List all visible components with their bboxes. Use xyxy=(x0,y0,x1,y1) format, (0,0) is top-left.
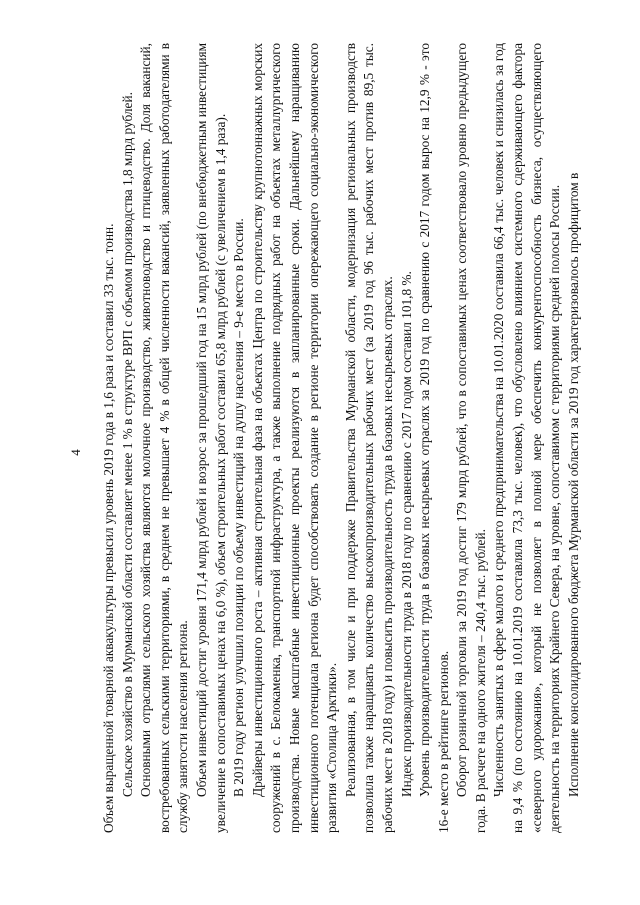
paragraph: В 2019 году регион улучшил позиции по объему инвестиций на душу населения – 9-е место в России. xyxy=(231,218,247,797)
paragraph: Оборот розничной торговли за 2019 год достиг 179 млрд рублей, что в сопоставимых ценах соответствовало уровню предыдущего года. В расчете на одного жителя – 240,4 тыс. рублей. xyxy=(454,43,488,833)
paragraph: Сельское хозяйство в Мурманской области составляет менее 1 % в структуре ВРП с объемом производства 1,8 млрд рублей. xyxy=(119,92,135,797)
paragraph: Уровень производительности труда в базовых несырьевых отраслях за 2019 год по сравнению с 2017 годом вырос на 12,9 % - это 16-е место в рейтинге регионов. xyxy=(417,43,451,833)
paragraph: Драйверы инвестиционного роста – активная строительная фаза на объектах Центра по строительству крупнотоннажных морских сооружений в с. Белокаменка, транспортной инфраструктура, а также выполнение подрядных работ на объектах металлургического производства. Новые масштабные инвестиционные проекты реализуются в запланированные сроки. Дальнейшему наращиванию инвестиционного потенциала региона будет способствовать создание в регионе территории опережающего социально-экономического развития «Столица Арктики». xyxy=(249,43,340,833)
paragraph: Реализованная, в том числе и при поддержке Правительства Мурманской области, модернизация региональных производств позволила также наращивать количество высокопроизводительных рабочих мест (за 2019 год 96 тыс. рабочих мест против 89,5 тыс. рабочих мест в 2018 году) и повысить производительность труда в базовых несырьевых отраслях. xyxy=(342,43,395,833)
paragraph: Объем выращенной товарной аквакультуры превысил уровень 2019 года в 1,6 раза и составил 33 тыс. тонн. xyxy=(101,223,116,833)
document-body xyxy=(100,43,583,833)
paragraph: Объем инвестиций достиг уровня 171,4 млрд рублей и возрос за прошедший год на 15 млрд рублей (по внебюджетным инвестициям увеличение в сопоставимых ценах на 6,0 %), объем строительных работ составил 65,8 млрд рублей (с увеличением в 1,4 раза). xyxy=(193,43,228,833)
paragraph: Исполнение консолидированного бюджета Мурманской области за 2019 год характеризовалось профицитом в xyxy=(565,172,581,797)
paragraph: Основными отраслями сельского хозяйства являются молочное производство, животноводство и птицеводство. Доля вакансий, востребованных сельскими территориями, в среднем не превышает 4 % в общей численности вакансий, заявленных работодателями в службу занятости населения региона. xyxy=(138,43,191,833)
page-number: 4 xyxy=(68,449,83,456)
paragraph: Индекс производительности труда в 2018 году по сравнению с 2017 годом составил 101,8 %. xyxy=(398,271,414,797)
paragraph: Численность занятых в сфере малого и среднего предпринимательства на 10.01.2020 составила 66,4 тыс. человек и снизилась за год на 9,4 % (по состоянию на 10.01.2019 составляла 73,3 тыс. человек), что обусловлено влиянием системного сдерживающего фактора «северного удорожания», который не позволяет в полной мере обеспечить конкурентоспособность бизнеса, осуществляющего деятельность на территориях Крайнего Севера, на уровне, сопоставимом с территориями средней полосы России. xyxy=(491,43,563,833)
